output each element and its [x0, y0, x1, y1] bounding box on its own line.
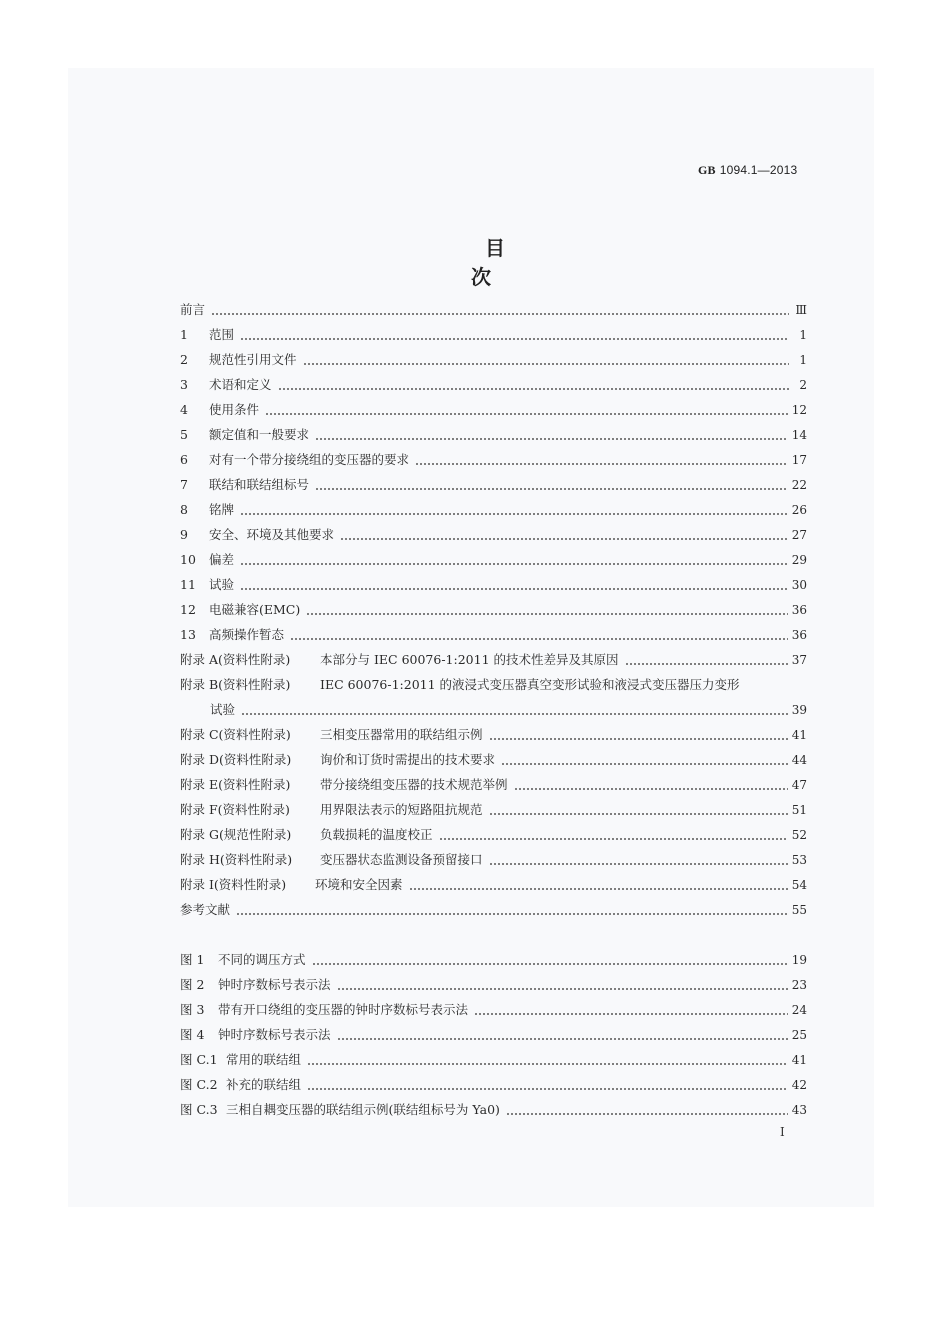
dot-leader: [307, 1088, 788, 1090]
footer-page-number: I: [780, 1125, 785, 1139]
toc-number: 1: [180, 327, 188, 342]
dot-leader: [501, 763, 788, 765]
toc-page: 41: [791, 728, 807, 742]
toc-page: 52: [791, 828, 807, 842]
toc-number: 11: [180, 577, 196, 592]
dot-leader: [625, 663, 788, 665]
dot-leader: [240, 563, 788, 565]
toc-number: 4: [180, 402, 188, 417]
toc-entry[interactable]: [180, 398, 807, 418]
toc-figure-entry[interactable]: [180, 973, 807, 993]
toc-label: 参考文献: [180, 902, 231, 917]
dot-leader: [307, 1063, 788, 1065]
toc-annex-entry[interactable]: [180, 748, 807, 768]
toc-entry[interactable]: [180, 573, 807, 593]
toc-page: 37: [791, 653, 807, 667]
toc-page: 22: [791, 478, 807, 492]
dot-leader: [409, 888, 788, 890]
annex-tag: 附录 D(资料性附录): [180, 752, 292, 767]
toc-annex-entry[interactable]: [180, 848, 807, 868]
dot-leader: [290, 638, 788, 640]
standard-code: [698, 163, 797, 178]
figure-tag: 图 C.1: [180, 1052, 218, 1067]
toc-page: 30: [791, 578, 807, 592]
dot-leader: [415, 463, 788, 465]
toc-annex-entry[interactable]: [180, 673, 807, 693]
dot-leader: [514, 788, 788, 790]
toc-entry-foreword[interactable]: [180, 298, 807, 318]
toc-page: 19: [791, 953, 807, 967]
toc-page: 29: [791, 553, 807, 567]
toc-entry[interactable]: [180, 598, 807, 618]
figure-tag: 图 2: [180, 977, 205, 992]
toc-page: 55: [791, 903, 807, 917]
annex-tag: 附录 F(资料性附录): [180, 802, 290, 817]
annex-label: 负载损耗的温度校正: [320, 827, 433, 842]
toc-page: 44: [791, 753, 807, 767]
annex-label: 带分接绕组变压器的技术规范举例: [320, 777, 508, 792]
figure-label: 不同的调压方式: [218, 952, 306, 967]
toc-number: 2: [180, 352, 188, 367]
toc-number: 6: [180, 452, 188, 467]
dot-leader: [489, 813, 788, 815]
annex-label: 环境和安全因素: [315, 877, 403, 892]
toc-label: 安全、环境及其他要求: [209, 527, 335, 542]
toc-label: 试验: [209, 577, 235, 592]
toc-entry[interactable]: [180, 498, 807, 518]
toc-page: 25: [791, 1028, 807, 1042]
toc-label: 对有一个带分接绕组的变压器的要求: [209, 452, 410, 467]
figure-label: 钟时序数标号表示法: [218, 1027, 331, 1042]
toc-page: 27: [791, 528, 807, 542]
toc-page: 36: [791, 603, 807, 617]
dot-leader: [236, 913, 788, 915]
toc-entry[interactable]: [180, 523, 807, 543]
dot-leader: [315, 438, 788, 440]
dot-leader: [506, 1113, 788, 1115]
toc-label: 电磁兼容(EMC): [209, 602, 301, 617]
toc-page: 26: [791, 503, 807, 517]
dot-leader: [211, 313, 789, 315]
toc-figure-entry[interactable]: [180, 948, 807, 968]
page-title: 目次: [471, 236, 533, 289]
annex-tag: 附录 B(资料性附录): [180, 677, 291, 692]
annex-tag: 附录 A(资料性附录): [180, 652, 291, 667]
toc-entry[interactable]: [180, 373, 807, 393]
toc-number: 5: [180, 427, 188, 442]
toc-entry[interactable]: [180, 448, 807, 468]
figure-tag: 图 4: [180, 1027, 205, 1042]
toc-number: 12: [180, 602, 196, 617]
figure-tag: 图 1: [180, 952, 205, 967]
toc-entry[interactable]: [180, 473, 807, 493]
toc-entry[interactable]: [180, 323, 807, 343]
annex-label: 用界限法表示的短路阻抗规范: [320, 802, 483, 817]
dot-leader: [312, 963, 788, 965]
dot-leader: [489, 738, 788, 740]
toc-annex-entry[interactable]: [180, 798, 807, 818]
toc-label: 规范性引用文件: [209, 352, 297, 367]
annex-tag: 附录 C(资料性附录): [180, 727, 291, 742]
annex-label-continuation: 试验: [210, 702, 236, 717]
toc-page: 23: [791, 978, 807, 992]
toc-annex-entry[interactable]: [180, 823, 807, 843]
dot-leader: [306, 613, 787, 615]
figure-label: 三相自耦变压器的联结组示例(联结组标号为 Ya0): [226, 1102, 500, 1117]
annex-label: 三相变压器常用的联结组示例: [320, 727, 483, 742]
toc-number: 13: [180, 627, 196, 642]
figure-label: 带有开口绕组的变压器的钟时序数标号表示法: [218, 1002, 469, 1017]
toc-page: 42: [791, 1078, 807, 1092]
toc-page: 51: [791, 803, 807, 817]
toc-page: Ⅲ: [795, 303, 807, 317]
dot-leader: [474, 1013, 788, 1015]
dot-leader: [240, 338, 789, 340]
dot-leader: [439, 838, 788, 840]
dot-leader: [240, 588, 788, 590]
dot-leader: [303, 363, 789, 365]
toc-label: 范围: [209, 327, 235, 342]
annex-label: 变压器状态监测设备预留接口: [320, 852, 483, 867]
toc-label: 铭牌: [209, 502, 235, 517]
annex-tag: 附录 H(资料性附录): [180, 852, 293, 867]
toc-page: 1: [799, 328, 807, 342]
toc-number: 10: [180, 552, 196, 567]
dot-leader: [315, 488, 788, 490]
standard-number: 1094.1—2013: [719, 163, 798, 177]
toc-page: 17: [791, 453, 807, 467]
annex-label: 本部分与 IEC 60076-1:2011 的技术性差异及其原因: [320, 652, 619, 667]
toc-annex-entry[interactable]: [180, 873, 807, 893]
toc-figure-entry[interactable]: [180, 1073, 807, 1093]
annex-label: IEC 60076-1:2011 的液浸式变压器真空变形试验和液浸式变压器压力变形: [320, 677, 740, 692]
figure-label: 补充的联结组: [226, 1077, 302, 1092]
annex-tag: 附录 G(规范性附录): [180, 827, 292, 842]
toc-page: 53: [791, 853, 807, 867]
toc-figure-entry[interactable]: [180, 1098, 807, 1118]
toc-entry-references[interactable]: [180, 898, 807, 918]
toc-page: 43: [791, 1103, 807, 1117]
toc-entry[interactable]: [180, 623, 807, 643]
toc-number: 9: [180, 527, 188, 542]
toc-page: 1: [799, 353, 807, 367]
figure-label: 常用的联结组: [226, 1052, 302, 1067]
dot-leader: [337, 1038, 788, 1040]
dot-leader: [278, 388, 789, 390]
toc-figure-entry[interactable]: [180, 1048, 807, 1068]
toc-label: 术语和定义: [209, 377, 272, 392]
toc-annex-entry[interactable]: [180, 648, 807, 668]
annex-tag: 附录 I(资料性附录): [180, 877, 287, 892]
toc-entry[interactable]: [180, 348, 807, 368]
toc-page: 2: [799, 378, 807, 392]
toc-page: 54: [791, 878, 807, 892]
toc-annex-entry[interactable]: [180, 723, 807, 743]
annex-label: 询价和订货时需提出的技术要求: [320, 752, 496, 767]
toc-number: 7: [180, 477, 188, 492]
toc-label: 前言: [180, 302, 206, 317]
toc-label: 偏差: [209, 552, 235, 567]
dot-leader: [340, 538, 788, 540]
toc-label: 高频操作暂态: [209, 627, 285, 642]
dot-leader: [241, 713, 788, 715]
toc-label: 使用条件: [209, 402, 260, 417]
figure-tag: 图 C.3: [180, 1102, 218, 1117]
toc-figure-entry[interactable]: [180, 998, 807, 1018]
toc-page: 41: [791, 1053, 807, 1067]
figure-tag: 图 C.2: [180, 1077, 218, 1092]
toc-number: 8: [180, 502, 188, 517]
toc-page: 14: [791, 428, 807, 442]
toc-page: 24: [791, 1003, 807, 1017]
toc-label: 额定值和一般要求: [209, 427, 310, 442]
toc-entry[interactable]: [180, 548, 807, 568]
toc-page: 39: [791, 703, 807, 717]
annex-tag: 附录 E(资料性附录): [180, 777, 291, 792]
toc-entry[interactable]: [180, 423, 807, 443]
toc-page: 12: [791, 403, 807, 417]
toc-figure-entry[interactable]: [180, 1023, 807, 1043]
figure-label: 钟时序数标号表示法: [218, 977, 331, 992]
figure-tag: 图 3: [180, 1002, 205, 1017]
toc-annex-entry[interactable]: [180, 773, 807, 793]
toc-annex-entry-continuation[interactable]: [210, 698, 807, 718]
toc-page: 47: [791, 778, 807, 792]
dot-leader: [240, 513, 788, 515]
toc-page: 36: [791, 628, 807, 642]
toc-label: 联结和联结组标号: [209, 477, 310, 492]
toc-number: 3: [180, 377, 188, 392]
dot-leader: [265, 413, 788, 415]
standard-prefix: GB: [698, 163, 716, 177]
dot-leader: [337, 988, 788, 990]
dot-leader: [489, 863, 788, 865]
